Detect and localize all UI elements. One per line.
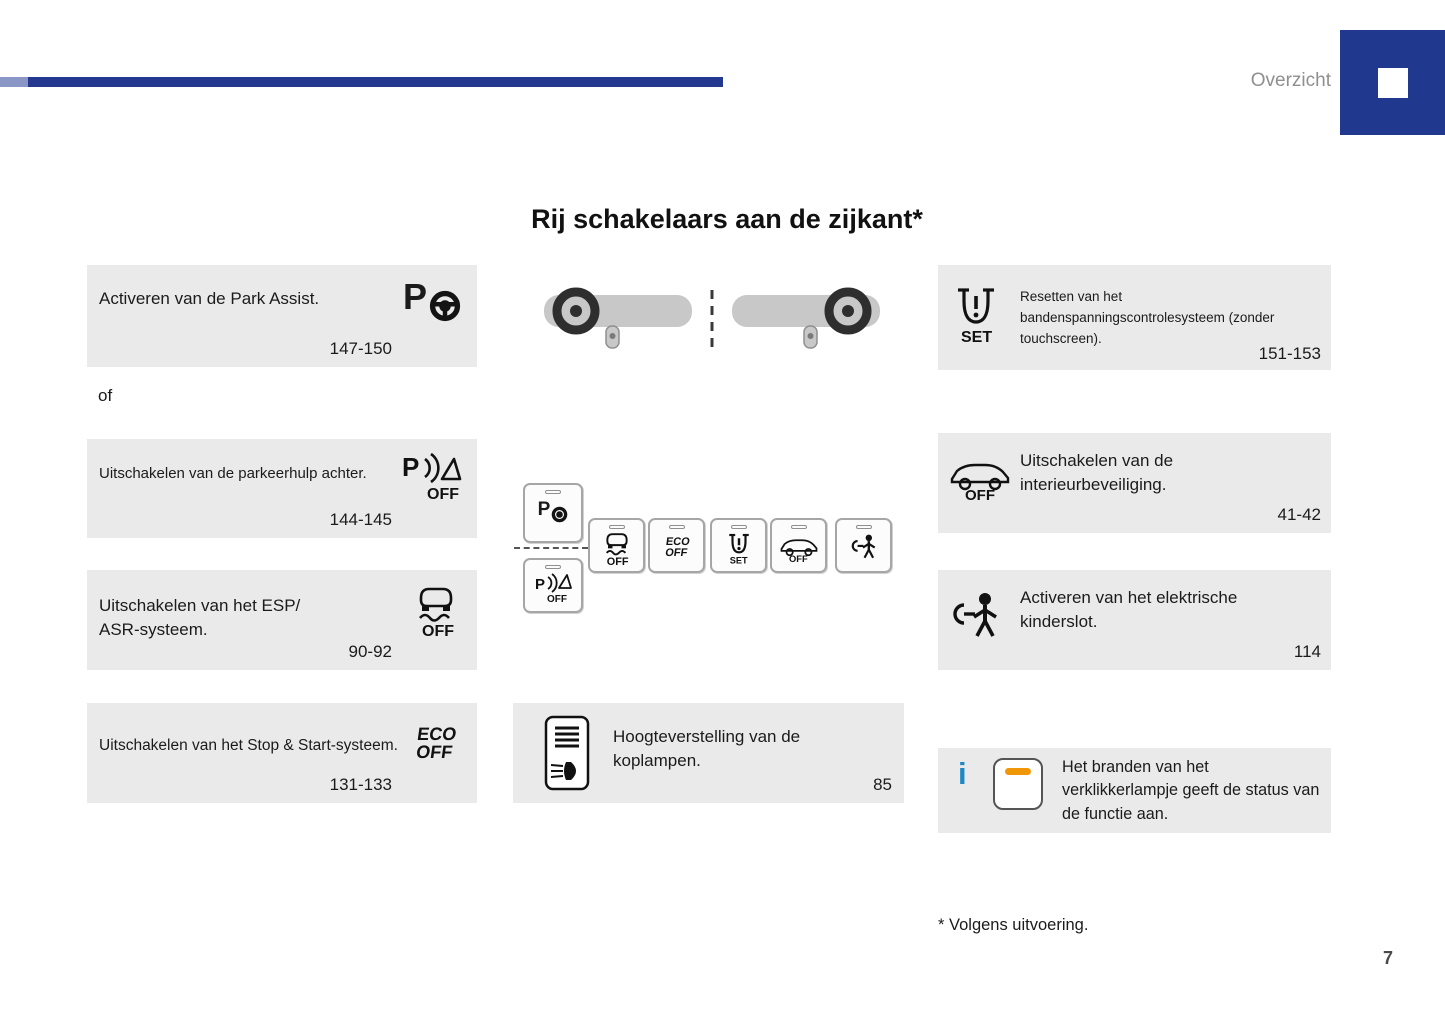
- page-ref: 114: [1293, 642, 1321, 661]
- or-separator: of: [98, 386, 113, 405]
- page-ref: 90-92: [348, 642, 392, 661]
- indicator-lamp-bar: [1005, 768, 1031, 775]
- eco-off-icon: ECO OFF: [663, 536, 691, 560]
- page-ref: 147-150: [329, 339, 392, 358]
- stop-start-off-label: Uitschakelen van het Stop & Start-systeem.: [99, 737, 398, 754]
- esp-off-label: Uitschakelen van het ESP/ ASR-systeem.: [99, 596, 301, 639]
- tyre-pressure-icon: [952, 283, 1000, 345]
- svg-text:OFF: OFF: [427, 486, 459, 503]
- steering-wheel-icon: [551, 506, 568, 523]
- svg-text:OFF: OFF: [422, 623, 454, 640]
- headlamp-adjust-label: Hoogteverstelling van de koplampen.: [613, 727, 801, 770]
- parking-aid-off-switch: [523, 558, 583, 613]
- page-number: 7: [1383, 948, 1394, 968]
- child-lock-switch: [835, 518, 892, 573]
- indicator-slot: [545, 490, 561, 494]
- interior-protection-off-icon: [948, 457, 1012, 501]
- interior-protection-off-icon: [779, 535, 819, 563]
- dashboard-illustration: [540, 286, 885, 358]
- p-glyph: P: [537, 499, 551, 520]
- eco-off-icon: ECO OFF: [414, 724, 458, 763]
- panel-headlamp-adjust: [513, 703, 904, 803]
- parking-aid-off-label: Uitschakelen van de parkeerhulp achter.: [99, 465, 367, 482]
- svg-text:OFF: OFF: [547, 594, 567, 605]
- indicator-slot: [731, 525, 747, 529]
- corner-tab-marker: [1378, 68, 1408, 98]
- corner-tab: [1340, 30, 1445, 135]
- child-lock-icon: [948, 590, 1004, 642]
- page-ref: 144-145: [329, 510, 392, 529]
- header-accent-bar: [0, 77, 723, 87]
- esp-off-icon: [413, 584, 459, 640]
- parking-sensor-off-icon: [401, 451, 463, 505]
- indicator-lamp-note-label: Het branden van het verklikkerlampje geeft de status van de functie aan.: [1062, 758, 1320, 823]
- svg-text:P: P: [402, 452, 420, 482]
- esp-off-icon: [602, 531, 632, 567]
- panel-indicator-lamp-note: [938, 748, 1331, 833]
- svg-text:SET: SET: [729, 555, 748, 566]
- panel-child-lock: [938, 570, 1331, 670]
- park-assist-icon: [402, 276, 461, 322]
- parking-sensor-off-icon: [533, 571, 573, 605]
- svg-text:OFF: OFF: [788, 554, 808, 563]
- child-lock-label: Activeren van het elektrische kinderslot.: [1020, 588, 1238, 631]
- p-glyph: P: [402, 276, 427, 317]
- page-title: Rij schakelaars aan de zijkant*: [531, 204, 923, 234]
- svg-text:SET: SET: [961, 329, 993, 345]
- panel-tyre-pressure-reset: [938, 265, 1331, 370]
- page-ref: 85: [873, 775, 892, 794]
- tyre-pressure-reset-label: Resetten van het bandenspanningscontrolesysteem (zonder touchscreen).: [1020, 289, 1275, 346]
- page-ref: 41-42: [1277, 505, 1321, 524]
- esp-off-switch: [588, 518, 645, 573]
- svg-text:OFF: OFF: [606, 556, 629, 567]
- indicator-lamp-icon: [993, 758, 1043, 810]
- tyre-pressure-reset-switch: [710, 518, 767, 573]
- stop-start-off-switch: [648, 518, 705, 573]
- panel-stop-start-off: [87, 703, 477, 803]
- info-icon: i: [958, 756, 967, 791]
- indicator-slot: [791, 525, 807, 529]
- headlamp-adjust-icon: [543, 714, 591, 792]
- svg-text:OFF: OFF: [965, 487, 995, 501]
- indicator-slot: [609, 525, 625, 529]
- park-assist-label: Activeren van de Park Assist.: [99, 289, 320, 308]
- alternative-position-dashes: [514, 547, 588, 549]
- park-assist-switch: [523, 483, 583, 543]
- steering-wheel-icon: [429, 290, 461, 322]
- indicator-slot: [669, 525, 685, 529]
- tyre-pressure-icon: [726, 530, 752, 566]
- interior-protection-off-switch: [770, 518, 827, 573]
- panel-interior-protection-off: [938, 433, 1331, 533]
- svg-text:P: P: [535, 576, 546, 593]
- panel-park-assist: [87, 265, 477, 367]
- panel-esp-off: [87, 570, 477, 670]
- interior-protection-off-label: Uitschakelen van de interieurbeveiliging.: [1020, 451, 1174, 494]
- panel-parking-aid-off: [87, 439, 477, 538]
- page-ref: 151-153: [1258, 344, 1321, 363]
- indicator-slot: [545, 565, 561, 569]
- footnote: * Volgens uitvoering.: [938, 916, 1089, 934]
- section-label: Overzicht: [1250, 70, 1331, 91]
- indicator-slot: [856, 525, 872, 529]
- child-lock-icon: [849, 532, 879, 562]
- page-ref: 131-133: [329, 775, 392, 794]
